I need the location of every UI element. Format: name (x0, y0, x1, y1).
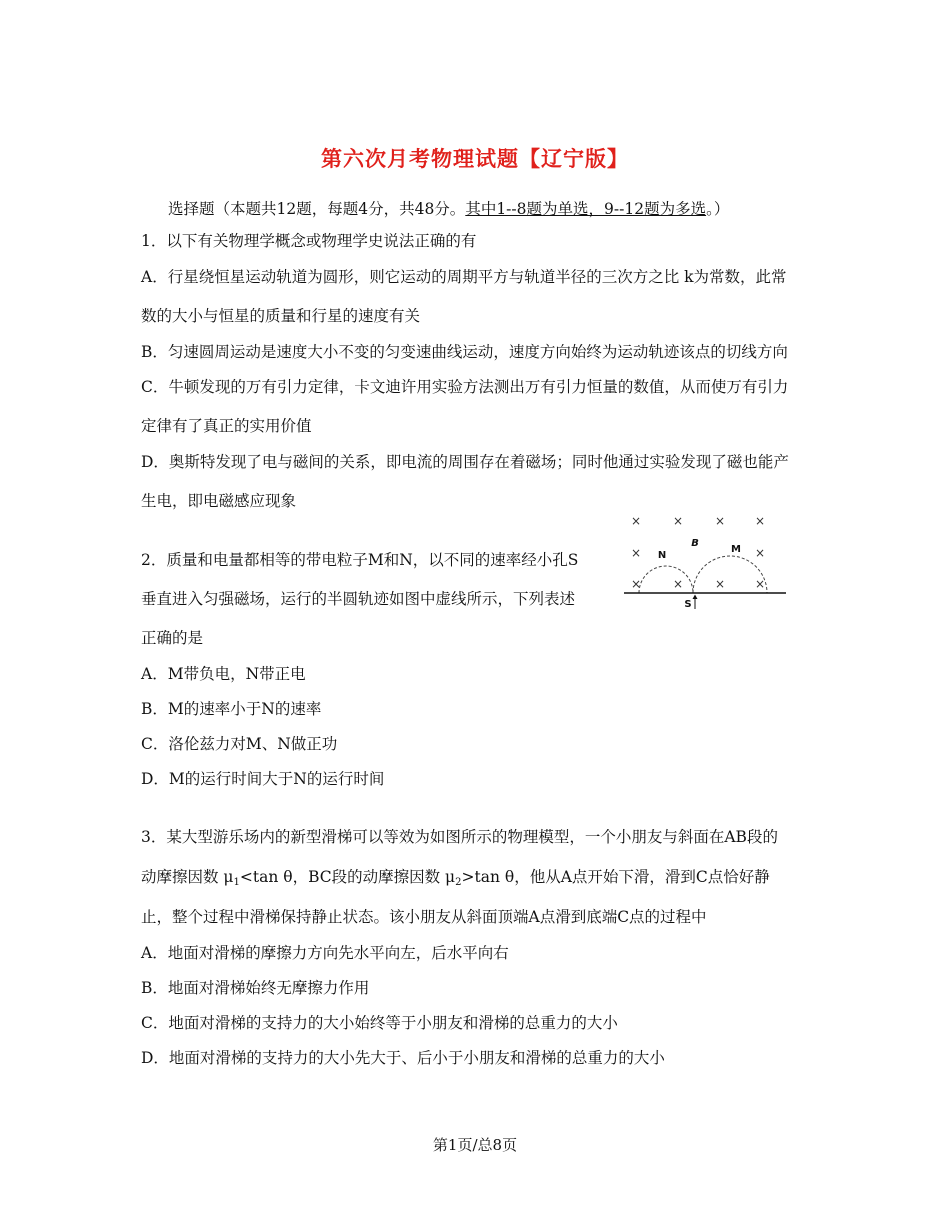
q2-stem-line2: 垂直进入匀强磁场，运行的半圆轨迹如图中虚线所示，下列表述 (141, 590, 576, 608)
q3-option-a: A．地面对滑梯的摩擦力方向先水平向左，后水平向右 (141, 944, 509, 962)
page-footer: 第1页/总8页 (432, 1136, 518, 1154)
q1-option-c-line1: C．牛顿发现的万有引力定律，卡文迪许用实验方法测出万有引力恒量的数值，从而使万有引力 (141, 378, 789, 396)
mu-subscript: 2 (455, 877, 462, 888)
q3-option-d: D．地面对滑梯的支持力的大小先大于、后小于小朋友和滑梯的总重力的大小 (141, 1049, 665, 1067)
field-cross: × (754, 514, 766, 528)
label-m: M (731, 544, 741, 555)
trajectory-n (639, 566, 693, 593)
label-b: B (691, 538, 699, 549)
q1-stem: 1．以下有关物理学概念或物理学史说法正确的有 (141, 232, 477, 250)
field-cross: × (630, 514, 642, 528)
q1-option-d-line1: D．奥斯特发现了电与磁间的关系，即电流的周围存在着磁场；同时他通过实验发现了磁也能产 (141, 453, 789, 471)
q2-option-b: B．M的速率小于N的速率 (141, 700, 322, 718)
section-intro (168, 199, 729, 219)
mu-subscript: 1 (233, 877, 240, 888)
field-cross: × (630, 546, 642, 560)
q3-stem-line1: 3．某大型游乐场内的新型滑梯可以等效为如图所示的物理模型，一个小朋友与斜面在AB段的 (141, 828, 778, 846)
field-cross: × (714, 514, 726, 528)
field-cross: × (672, 514, 684, 528)
q2-option-c: C．洛伦兹力对M、N做正功 (141, 735, 338, 753)
intro-underlined: 其中1--8题为单选，9--12题为多选 (465, 200, 707, 218)
magnetic-field-figure (622, 508, 788, 618)
q3-text: <tan θ，BC段的动摩擦因数 μ (239, 868, 456, 886)
field-cross: × (672, 577, 684, 591)
q3-option-b: B．地面对滑梯始终无摩擦力作用 (141, 979, 370, 997)
q2-option-a: A．M带负电，N带正电 (141, 665, 306, 683)
q2-option-d: D．M的运行时间大于N的运行时间 (141, 770, 385, 788)
field-cross: × (630, 577, 642, 591)
label-n: N (657, 550, 667, 561)
q2-stem-line3: 正确的是 (141, 629, 204, 647)
intro-prefix: 选择题（本题共12题，每题4分，共48分。 (168, 200, 466, 218)
q3-option-c: C．地面对滑梯的支持力的大小始终等于小朋友和滑梯的总重力的大小 (141, 1014, 618, 1032)
q1-option-b: B．匀速圆周运动是速度大小不变的匀变速曲线运动，速度方向始终为运动轨迹该点的切线方向 (141, 343, 788, 361)
intro-suffix: 。） (706, 200, 730, 218)
entry-arrowhead (693, 595, 698, 600)
q1-option-c-line2: 定律有了真正的实用价值 (141, 417, 312, 435)
q1-option-a-line1: A．行星绕恒星运动轨道为圆形，则它运动的周期平方与轨道半径的三次方之比 k为常数，此常 (141, 268, 787, 286)
q3-stem-line2 (141, 867, 770, 893)
q1-option-a-line2: 数的大小与恒星的质量和行星的速度有关 (141, 307, 421, 325)
label-s: S (684, 599, 692, 610)
q3-text: 动摩擦因数 μ (141, 868, 234, 886)
page-title: 第六次月考物理试题【辽宁版】 (321, 147, 629, 171)
field-cross: × (754, 577, 766, 591)
q3-stem-line3: 止，整个过程中滑梯保持静止状态。该小朋友从斜面顶端A点滑到底端C点的过程中 (141, 908, 707, 926)
q1-option-d-line2: 生电，即电磁感应现象 (141, 492, 297, 510)
field-cross: × (754, 546, 766, 560)
q2-stem-line1: 2．质量和电量都相等的带电粒子M和N，以不同的速率经小孔S (141, 551, 579, 569)
q3-text: >tan θ，他从A点开始下滑，滑到C点恰好静 (461, 868, 770, 886)
field-cross: × (714, 577, 726, 591)
